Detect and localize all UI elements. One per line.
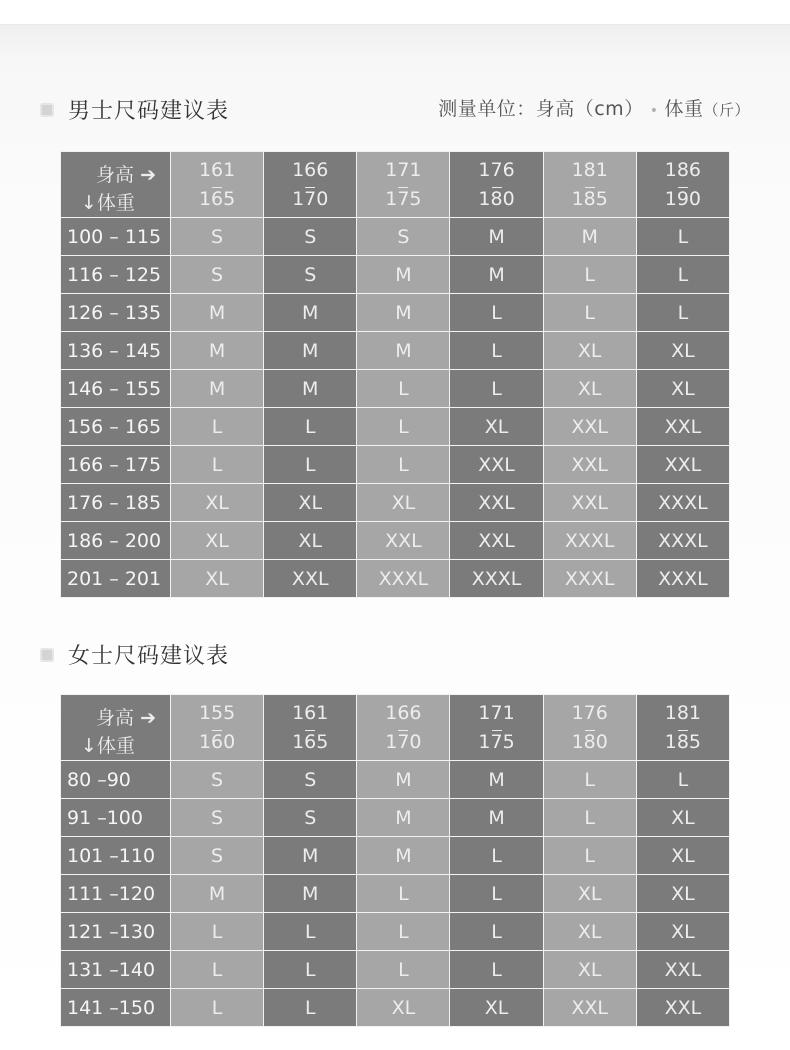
height-range-header [264,152,357,218]
size-cell: L [264,408,357,446]
size-cell: L [171,913,264,951]
size-cell: M [357,761,450,799]
size-cell: S [171,761,264,799]
height-max: 175 [478,730,515,753]
size-cell: XXL [450,522,543,560]
size-cell: M [171,370,264,408]
size-cell: XL [264,484,357,522]
height-range-header [450,152,543,218]
size-cell: XL [450,408,543,446]
size-cell: XXL [357,522,450,560]
size-cell: S [357,218,450,256]
table-row [61,761,730,799]
height-range-header [171,152,264,218]
size-cell: L [264,446,357,484]
height-min: 181 [637,699,729,728]
size-cell: XL [450,989,543,1027]
size-cell: L [450,951,543,989]
size-cell: XXL [450,446,543,484]
size-cell: XL [636,875,729,913]
weight-range-cell: 91 –100 [61,799,171,837]
height-max: 185 [571,187,608,210]
header-row [61,152,730,218]
size-cell: XXL [636,408,729,446]
table-row [61,989,730,1027]
men-size-table [60,151,730,598]
table-row [61,256,730,294]
unit-separator-dot: • [649,103,659,119]
size-cell: L [357,446,450,484]
size-cell: L [264,951,357,989]
size-cell: M [264,837,357,875]
size-cell: L [543,837,636,875]
size-cell: XL [636,332,729,370]
size-cell: XL [357,484,450,522]
size-cell: M [450,761,543,799]
size-cell: M [264,875,357,913]
size-cell: L [357,370,450,408]
corner-cell [61,152,171,218]
weight-range-cell: 146 – 155 [61,370,171,408]
height-range-header [543,695,636,761]
top-divider [0,24,790,25]
height-max: 160 [198,730,236,753]
size-cell: XL [171,484,264,522]
size-cell: XXXL [450,560,543,598]
height-range-header [450,695,543,761]
height-min: 171 [357,156,449,185]
size-cell: XL [171,522,264,560]
height-range-header [171,695,264,761]
size-cell: XXXL [636,522,729,560]
size-cell: M [264,370,357,408]
size-cell: XXL [264,560,357,598]
height-min: 176 [544,699,636,728]
size-cell: XXXL [636,560,729,598]
size-cell: XXXL [543,560,636,598]
size-cell: M [450,218,543,256]
size-cell: L [171,446,264,484]
height-range-header [543,152,636,218]
weight-range-cell: 131 –140 [61,951,171,989]
weight-range-cell: 80 –90 [61,761,171,799]
square-bullet-icon [40,648,54,662]
size-cell: M [264,332,357,370]
size-cell: XXL [543,989,636,1027]
table-row [61,408,730,446]
size-cell: XXL [450,484,543,522]
women-section-header [40,639,750,669]
size-cell: XXL [543,408,636,446]
height-min: 186 [637,156,729,185]
table-row [61,332,730,370]
height-max: 165 [198,187,236,210]
height-max: 175 [385,187,422,210]
size-cell: M [543,218,636,256]
size-cell: XL [636,370,729,408]
weight-range-cell: 136 – 145 [61,332,171,370]
weight-range-cell: 201 – 201 [61,560,171,598]
men-section-header [40,94,750,124]
weight-range-cell: 111 –120 [61,875,171,913]
size-cell: L [357,951,450,989]
size-cell: L [450,370,543,408]
height-min: 161 [171,156,263,185]
size-cell: M [357,332,450,370]
size-cell: XXL [636,446,729,484]
women-size-table [60,694,730,1027]
measurement-unit-note [438,94,750,121]
women-section-title: 女士尺码建议表 [68,644,230,669]
table-row [61,446,730,484]
size-cell: XL [543,875,636,913]
table-row [61,799,730,837]
height-min: 166 [264,156,356,185]
table-row [61,522,730,560]
size-cell: L [357,875,450,913]
weight-range-cell: 116 – 125 [61,256,171,294]
height-range-header [636,152,729,218]
size-cell: L [543,256,636,294]
weight-axis-label: ↓体重 [81,735,135,757]
unit-weight-unit: （斤） [703,101,750,119]
weight-range-cell: 101 –110 [61,837,171,875]
height-axis-label: 身高 ➔ [96,164,156,186]
weight-range-cell: 100 – 115 [61,218,171,256]
size-cell: S [264,799,357,837]
height-axis-label: 身高 ➔ [96,707,156,729]
size-cell: M [357,837,450,875]
size-cell: L [543,294,636,332]
size-cell: L [171,989,264,1027]
size-cell: L [264,913,357,951]
height-max: 180 [478,187,515,210]
size-cell: XXL [636,989,729,1027]
size-cell: XL [171,560,264,598]
height-min: 176 [450,156,542,185]
table-row [61,875,730,913]
size-cell: L [636,256,729,294]
height-range-header [357,695,450,761]
size-cell: L [450,875,543,913]
height-max: 170 [385,730,422,753]
size-cell: L [636,761,729,799]
size-cell: XXL [543,446,636,484]
size-cell: XL [636,913,729,951]
size-cell: XL [264,522,357,560]
weight-range-cell: 126 – 135 [61,294,171,332]
size-cell: XL [636,837,729,875]
size-cell: L [357,913,450,951]
men-section-title: 男士尺码建议表 [68,99,230,124]
size-cell: S [264,761,357,799]
size-cell: L [264,989,357,1027]
size-cell: M [171,294,264,332]
height-max: 180 [571,730,608,753]
size-cell: M [264,294,357,332]
size-cell: L [171,408,264,446]
size-cell: XL [543,951,636,989]
table-row [61,370,730,408]
size-cell: M [357,799,450,837]
square-bullet-icon [40,103,54,117]
height-range-header [357,152,450,218]
height-max: 170 [292,187,329,210]
size-cell: M [357,294,450,332]
size-cell: M [450,256,543,294]
table-row [61,484,730,522]
height-min: 166 [357,699,449,728]
corner-cell [61,695,171,761]
height-min: 181 [544,156,636,185]
size-cell: S [171,799,264,837]
size-cell: M [171,332,264,370]
size-cell: XL [543,332,636,370]
size-cell: XXL [543,484,636,522]
size-cell: XXXL [543,522,636,560]
weight-axis-label: ↓体重 [81,192,135,214]
weight-range-cell: 166 – 175 [61,446,171,484]
size-cell: XL [543,370,636,408]
height-max: 185 [664,730,702,753]
height-min: 155 [171,699,263,728]
header-row [61,695,730,761]
size-cell: XXXL [636,484,729,522]
height-range-header [264,695,357,761]
weight-range-cell: 186 – 200 [61,522,171,560]
size-cell: XXXL [357,560,450,598]
size-cell: S [171,837,264,875]
table-row [61,294,730,332]
weight-range-cell: 141 –150 [61,989,171,1027]
weight-range-cell: 176 – 185 [61,484,171,522]
unit-weight-text: 体重 [664,98,704,120]
size-cell: L [543,761,636,799]
size-cell: L [171,951,264,989]
size-cell: S [264,256,357,294]
height-range-header [636,695,729,761]
size-cell: L [636,294,729,332]
weight-range-cell: 156 – 165 [61,408,171,446]
size-cell: M [171,875,264,913]
size-cell: M [450,799,543,837]
table-row [61,913,730,951]
size-cell: XL [636,799,729,837]
height-min: 171 [450,699,542,728]
table-row [61,837,730,875]
size-cell: L [357,408,450,446]
table-row [61,951,730,989]
table-row [61,218,730,256]
size-cell: L [450,913,543,951]
size-cell: L [543,799,636,837]
size-cell: L [450,837,543,875]
size-cell: M [357,256,450,294]
height-min: 161 [264,699,356,728]
weight-range-cell: 121 –130 [61,913,171,951]
size-cell: L [450,294,543,332]
size-cell: XL [357,989,450,1027]
unit-height-text: 测量单位：身高（cm） [438,98,644,120]
size-cell: XL [543,913,636,951]
size-cell: S [171,218,264,256]
size-cell: S [171,256,264,294]
size-cell: L [450,332,543,370]
size-cell: XXL [636,951,729,989]
table-row [61,560,730,598]
height-max: 190 [664,187,702,210]
size-cell: S [264,218,357,256]
size-cell: L [636,218,729,256]
height-max: 165 [292,730,329,753]
